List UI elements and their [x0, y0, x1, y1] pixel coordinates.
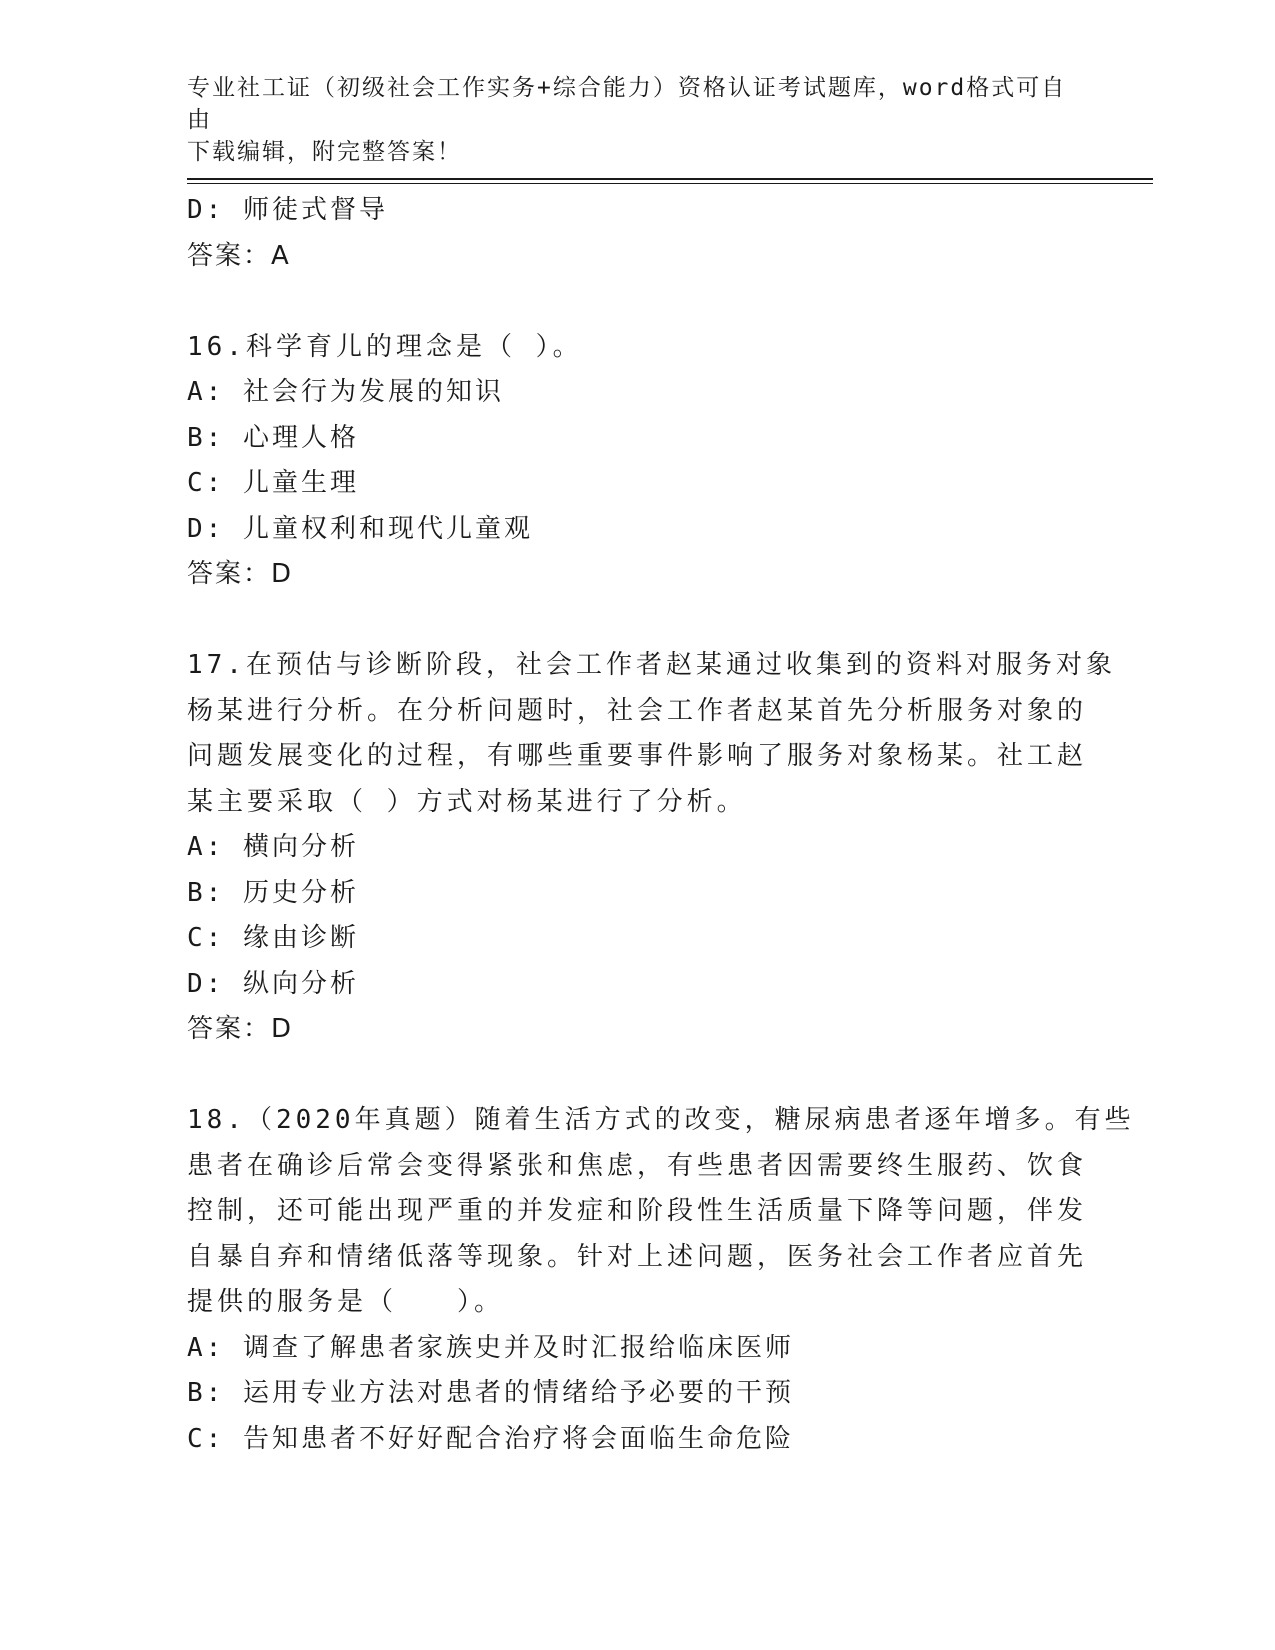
option-a: A: 社会行为发展的知识 [187, 377, 504, 407]
stem-line: 提供的服务是（ ）。 [187, 1287, 505, 1317]
option-d: D: 师徒式督导 [187, 195, 388, 225]
answer: 答案：D [187, 559, 294, 589]
question-list [187, 188, 1135, 1462]
question-stem [187, 325, 1087, 371]
question-18 [187, 1098, 1135, 1462]
question-stem [187, 1098, 1135, 1326]
stem-line: 患者在确诊后常会变得紧张和焦虑，有些患者因需要终生服药、饮食 [187, 1150, 1088, 1181]
option-c: C: 缘由诊断 [187, 923, 359, 953]
option-d: D: 纵向分析 [187, 968, 359, 999]
answer: 答案：D [187, 1014, 294, 1044]
header-divider [187, 178, 1153, 180]
stem-line: 18.（2020年真题）随着生活方式的改变，糖尿病患者逐年增多。有些 [187, 1105, 1135, 1135]
option-d: D: 儿童权利和现代儿童观 [187, 513, 533, 544]
stem-line: 某主要采取（ ）方式对杨某进行了分析。 [187, 786, 747, 817]
option-b: B: 历史分析 [187, 877, 359, 908]
stem-line: 问题发展变化的过程，有哪些重要事件影响了服务对象杨某。社工赵 [187, 741, 1088, 771]
option-b: B: 心理人格 [187, 422, 359, 453]
header-divider-thin [187, 183, 1153, 184]
option-a: A: 调查了解患者家族史并及时汇报给临床医师 [187, 1332, 794, 1363]
document-header [187, 72, 1077, 168]
answer: 答案：A [187, 240, 291, 271]
question-17 [187, 643, 1116, 1053]
header-line-1: 专业社工证（初级社会工作实务+综合能力）资格认证考试题库，word格式可自由 [187, 75, 1067, 133]
stem-line: 控制，还可能出现严重的并发症和阶段性生活质量下降等问题，伴发 [187, 1196, 1088, 1226]
option-c: C: 告知患者不好好配合治疗将会面临生命危险 [187, 1423, 794, 1454]
stem-line: 自暴自弃和情绪低落等现象。针对上述问题，医务社会工作者应首先 [187, 1241, 1088, 1272]
stem-line: 杨某进行分析。在分析问题时，社会工作者赵某首先分析服务对象的 [187, 695, 1088, 726]
option-c: C: 儿童生理 [187, 468, 359, 498]
option-b: B: 运用专业方法对患者的情绪给予必要的干预 [187, 1378, 794, 1408]
option-a: A: 横向分析 [187, 832, 359, 862]
stem-line: 17.在预估与诊断阶段，社会工作者赵某通过收集到的资料对服务对象 [187, 650, 1116, 680]
question-16 [187, 325, 1087, 598]
header-line-2: 下载编辑，附完整答案！ [187, 139, 462, 165]
question-15-tail [187, 188, 1087, 279]
question-stem [187, 643, 1116, 825]
stem-line: 16.科学育儿的理念是（ ）。 [187, 331, 583, 362]
